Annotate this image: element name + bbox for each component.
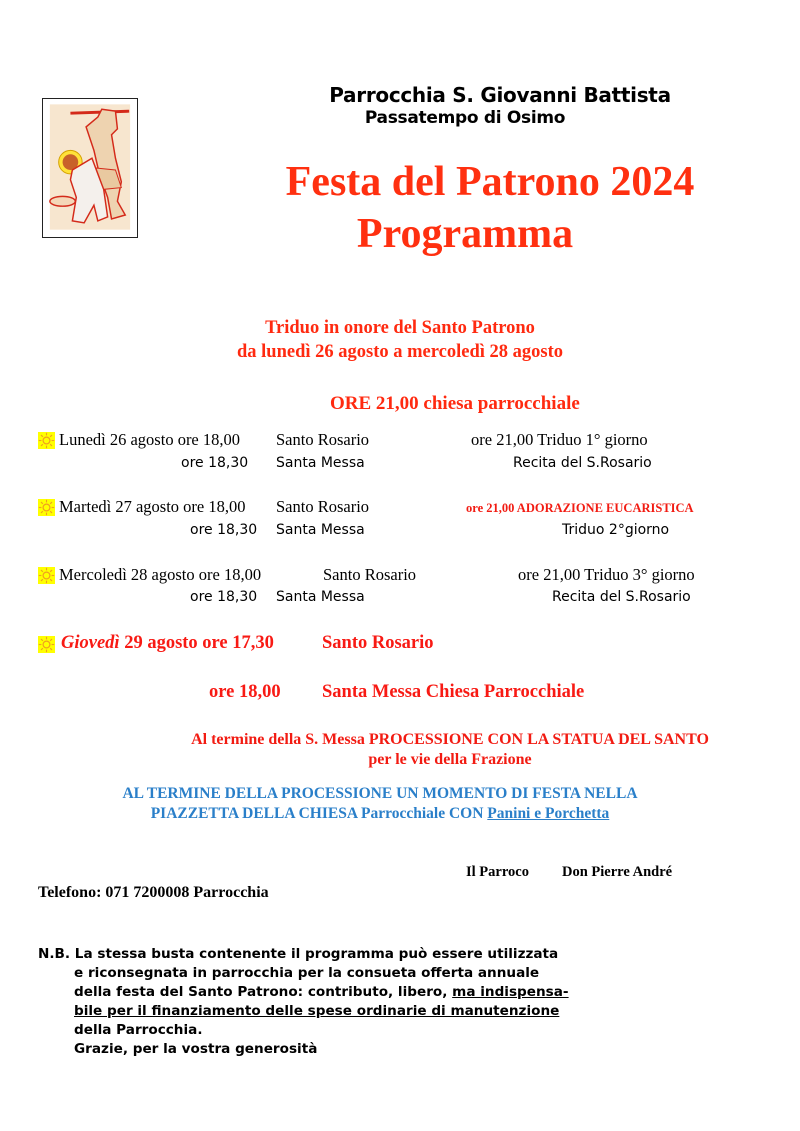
day2-adoration-event: ore 21,00 ADORAZIONE EUCARISTICA	[466, 501, 694, 515]
panini-porchetta-link[interactable]: Panini e Porchetta	[487, 805, 610, 822]
day3-evening-event: ore 21,00 Triduo 3° giorno	[518, 565, 695, 584]
day3-rosary-time: Mercoledì 28 agosto ore 18,00	[59, 565, 262, 584]
triduo-heading: Triduo in onore del Santo Patrono	[265, 318, 535, 338]
note-line3	[74, 983, 569, 1002]
thursday-mass-time: ore 18,00	[209, 682, 281, 702]
day3-mass-event: Santa Messa	[276, 589, 365, 605]
thursday-day: Giovedì	[61, 633, 120, 653]
parish-logo	[42, 98, 138, 238]
procession-line2: per le vie della Frazione	[368, 751, 532, 768]
parish-location: Passatempo di Osimo	[364, 108, 566, 128]
sun-icon	[38, 432, 55, 449]
note-line2: e riconsegnata in parrocchia per la consueta offerta annuale	[74, 965, 540, 981]
note-line3-text: della festa del Santo Patrono: contributo, libero,	[74, 984, 453, 1000]
phone-line: Telefono: 071 7200008 Parrocchia	[38, 884, 269, 901]
note-line5: della Parrocchia.	[74, 1022, 203, 1038]
triduo-dates: da lunedì 26 agosto a mercoledì 28 agosto	[237, 342, 563, 362]
day3-rosary-event: Santo Rosario	[323, 565, 417, 584]
festa-line2-text: PIAZZETTA DELLA CHIESA Parrocchiale CON	[150, 805, 488, 822]
day3-evening-detail: Recita del S.Rosario	[552, 589, 691, 605]
note-line6: Grazie, per la vostra generosità	[74, 1041, 318, 1057]
day2-rosary-event: Santo Rosario	[276, 497, 370, 516]
note-line4	[74, 1002, 559, 1021]
day2-mass-time: ore 18,30	[190, 522, 258, 538]
note-line4-underlined: bile per il finanziamento delle spese ordinarie di manutenzione	[74, 1003, 560, 1019]
parish-name: Parrocchia S. Giovanni Battista	[329, 83, 671, 107]
note-line3-underlined: ma indispensa-	[452, 984, 569, 1000]
day3-mass-time: ore 18,30	[190, 589, 258, 605]
sun-icon	[38, 499, 55, 516]
saint-john-beheading-icon	[43, 99, 137, 237]
signature-name: Don Pierre André	[562, 864, 673, 880]
day1-rosary-event: Santo Rosario	[276, 430, 370, 449]
sun-icon	[38, 567, 55, 584]
sun-icon	[38, 636, 55, 653]
day1-mass-time: ore 18,30	[181, 455, 249, 471]
festa-line2	[80, 805, 680, 823]
thursday-mass-event: Santa Messa Chiesa Parrocchiale	[322, 682, 585, 702]
evening-heading: ORE 21,00 chiesa parrocchiale	[330, 393, 580, 414]
day1-evening-detail: Recita del S.Rosario	[513, 455, 652, 471]
day1-mass-event: Santa Messa	[276, 455, 365, 471]
thursday-rosary: Santo Rosario	[322, 633, 434, 653]
thursday-date-time: 29 agosto ore 17,30	[124, 633, 274, 653]
note-line1: N.B. La stessa busta contenente il programma può essere utilizzata	[38, 946, 559, 962]
festa-line1: AL TERMINE DELLA PROCESSIONE UN MOMENTO DI FESTA NELLA	[122, 785, 638, 802]
page-title: Festa del Patrono 2024	[285, 159, 695, 205]
day2-rosary-time: Martedì 27 agosto ore 18,00	[59, 497, 246, 516]
day1-evening-event: ore 21,00 Triduo 1° giorno	[471, 430, 648, 449]
thursday-date	[61, 633, 274, 654]
day2-mass-event: Santa Messa	[276, 522, 365, 538]
day2-evening-detail: Triduo 2°giorno	[562, 522, 670, 538]
procession-line1: Al termine della S. Messa PROCESSIONE CON LA STATUA DEL SANTO	[191, 731, 709, 748]
signature-role: Il Parroco	[466, 864, 529, 880]
day1-rosary-time: Lunedì 26 agosto ore 18,00	[59, 430, 241, 449]
page-subtitle: Programma	[356, 211, 574, 257]
